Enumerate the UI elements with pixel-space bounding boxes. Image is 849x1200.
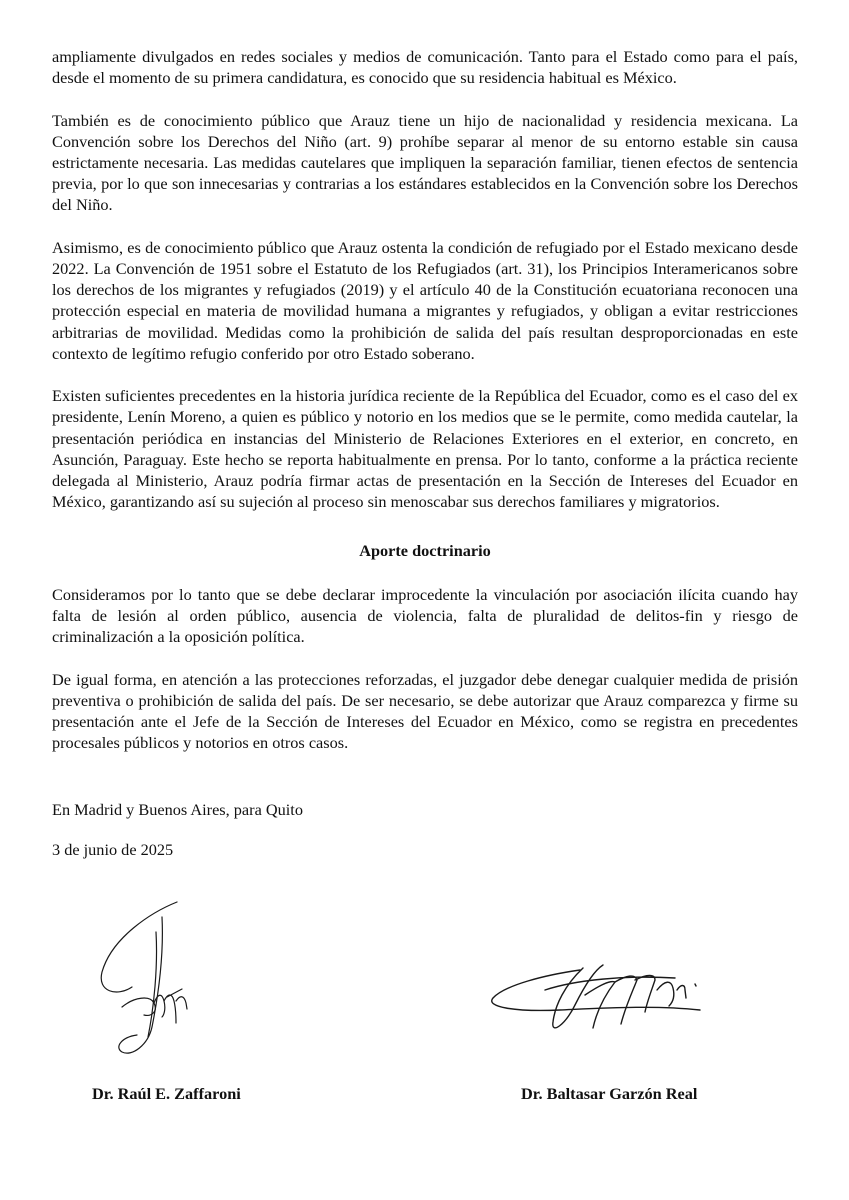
- signatory-name-2: Dr. Baltasar Garzón Real: [521, 1084, 698, 1103]
- date-line: 3 de junio de 2025: [52, 840, 174, 859]
- place-line: En Madrid y Buenos Aires, para Quito: [52, 800, 303, 819]
- conclusion-text: [52, 584, 798, 775]
- paragraph-4: Existen suficientes precedentes en la historia jurídica reciente de la República del Ecuador, como es el caso del ex presidente, Lenín Moreno, a quien es público y notorio en los medios que se le permite, como medida cautelar, la presentación periódica en instancias del Ministerio de Relaciones Exteriores en el exterior, en concreto, en Asunción, Paraguay. Este hecho se reporta habitualmente en prensa. Por lo tanto, conforme a la práctica reciente delegada al Ministerio, Arauz podría firmar actas de presentación en la Sección de Intereses del Ecuador en México, garantizando así su sujeción al proceso sin menoscabar sus derechos familiares y migratorios.: [52, 386, 798, 512]
- body-text: [52, 46, 798, 534]
- signature-garzon: [485, 950, 720, 1040]
- paragraph-3: Asimismo, es de conocimiento público que Arauz ostenta la condición de refugiado por el Estado mexicano desde 2022. La Convención de 1951 sobre el Estatuto de los Refugiados (art. 31), los Principios Interamericanos sobre los derechos de los migrantes y refugiados (2019) y el artículo 40 de la Constitución ecuatoriana reconocen una protección especial en materia de movilidad humana a migrantes y refugiados, y obligan a evitar restricciones arbitrarias de movilidad. Medidas como la prohibición de salida del país resultan desproporcionadas en este contexto de legítimo refugio conferido por otro Estado soberano.: [52, 237, 798, 363]
- paragraph-2: También es de conocimiento público que Arauz tiene un hijo de nacionalidad y residencia mexicana. La Convención sobre los Derechos del Niño (art. 9) prohíbe separar al menor de su entorno estable sin causa estrictamente necesaria. Las medidas cautelares que impliquen la separación familiar, tienen efectos de sentencia previa, por lo que son innecesarias y contrarias a los estándares establecidos en la Convención sobre los Derechos del Niño.: [52, 110, 798, 215]
- paragraph-6: De igual forma, en atención a las protecciones reforzadas, el juzgador debe denegar cualquier medida de prisión preventiva o prohibición de salida del país. De ser necesario, se debe autorizar que Arauz comparezca y firme su presentación ante el Jefe de la Sección de Intereses del Ecuador en México, como se registra en precedentes procesales públicos y notorios en otros casos.: [52, 669, 798, 753]
- signature-zaffaroni: [92, 897, 212, 1067]
- paragraph-5: Consideramos por lo tanto que se debe declarar improcedente la vinculación por asociación ilícita cuando hay falta de lesión al orden público, ausencia de violencia, falta de pluralidad de delitos-fin y riesgo de criminalización a la oposición política.: [52, 585, 798, 647]
- paragraph-1: ampliamente divulgados en redes sociales y medios de comunicación. Tanto para el Estado como para el país, desde el momento de su primera candidatura, es conocido que su residencia habitual es México.: [52, 47, 798, 88]
- signatory-name-1: Dr. Raúl E. Zaffaroni: [92, 1084, 241, 1103]
- section-heading: Aporte doctrinario: [359, 541, 491, 560]
